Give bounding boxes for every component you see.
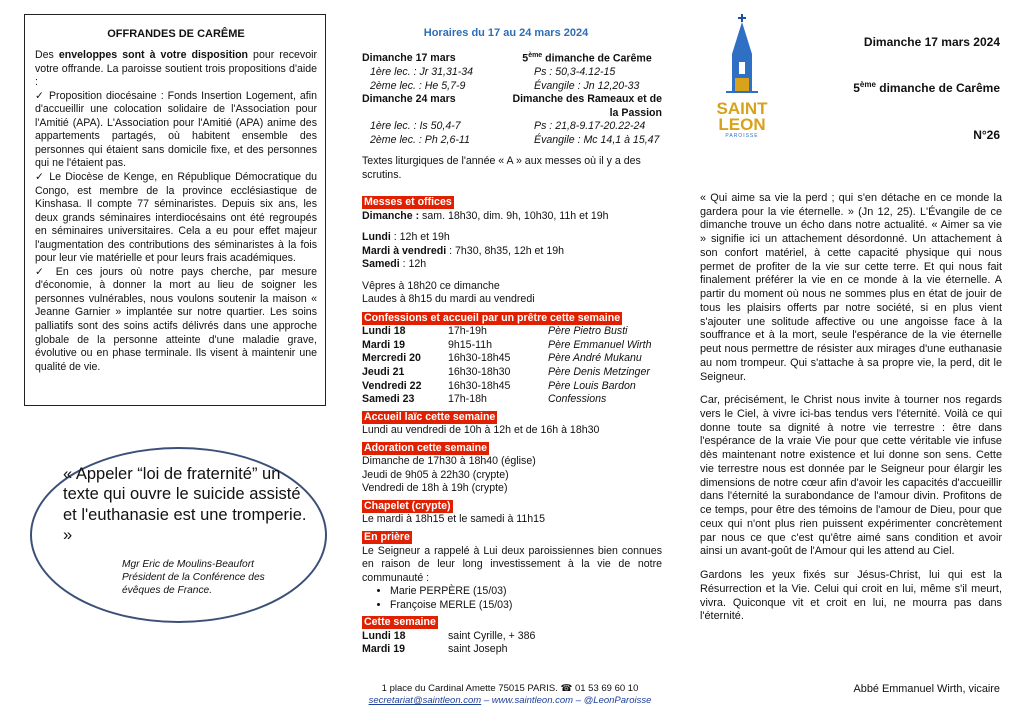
section-heading: Cette semaine xyxy=(364,616,436,629)
adoration-line: Jeudi de 9h05 à 22h30 (crypte) xyxy=(362,468,509,481)
vepres: Vêpres à 18h20 ce dimanche xyxy=(362,279,500,292)
psalm: Ps : 21,8-9.17-20.22-24 xyxy=(534,120,646,133)
adoration-line: Dimanche de 17h30 à 18h40 (église) xyxy=(362,455,536,468)
lectures-block xyxy=(362,52,662,182)
offrandes-item: ✓ Le Diocèse de Kenge, en République Démocratique du Congo, est membre de la province ecclésiastique de Kinshasa. Il compte 77 séminaristes. Depuis six ans, les deux grands séminaires interdiocésains ont été regroupés en séminaires universitaires. Cela a eu pour effet majeur l'augmentation des contributions des séminaristes à la fois pour leur vie matérielle et pour leurs frais académiques. xyxy=(35,171,317,265)
paragraph: « Qui aime sa vie la perd ; qui s'en détache en ce monde la gardera pour la vie éternelle. » (Jn 12, 25). L'Évangile de ce dimanche trouve un écho dans notre actualité. « Aimer sa vie » signifie ici un attachement désordonné. Un attachement à son confort matériel, à cette capacité physique qui nous permet de profiter de la vie sur cette terre. Et qui nous fait finalement préférer la vie en ce monde à la vie éternelle. A partir du moment où nous ne sommes plus en état de jouir de tous les plaisirs offerts par notre société, si en plus vient s'ajouter une solitude affective ou une angoisse face à la souffrance et à la mort, seule l'espérance de la vie éternelle peut nous permettre de résister aux mirages d'une euthanasie au nom trompeur. Qui s'attache à sa propre vie, la perd, dit le Seigneur. xyxy=(700,192,1002,383)
signature: Abbé Emmanuel Wirth, vicaire xyxy=(853,683,1000,695)
email-link[interactable]: secretariat@saintleon.com xyxy=(368,695,482,707)
priere-text: Le Seigneur a rappelé à Lui deux paroissiennes bien connues en raison de leur long investissement à la vie de notre communauté : xyxy=(362,544,662,584)
mass-saturday: Samedi : 12h xyxy=(362,258,427,271)
offrandes-item: ✓ Proposition diocésaine : Fonds Insertion Logement, afin d'accueillir une colocation solidaire de l'Association pour l'Amitié (APA). L'Association pour l'Amitié (APA) anime des appartements partagés, où habitent ensemble des personnes qui étaient sans domicile fixe, et des personnes qui ne l'étaient pas. xyxy=(35,89,317,170)
sunday-17-label: Dimanche 17 mars xyxy=(362,52,456,64)
issue-number: N°26 xyxy=(973,128,1000,142)
offrandes-title: OFFRANDES DE CARÊME xyxy=(107,28,245,40)
mass-weekday: Mardi à vendredi : 7h30, 8h35, 12h et 19h xyxy=(362,244,564,257)
reading-2: 2ème lec. : Ph 2,6-11 xyxy=(370,133,470,146)
offrandes-intro: Des enveloppes sont à votre disposition pour recevoir votre offrande. La paroisse soutient trois propositions d'aide : xyxy=(35,49,317,89)
logo-subtitle: PAROISSE xyxy=(725,132,759,139)
list-item: • Marie PERPÈRE (15/03) xyxy=(390,585,662,599)
quote-text: « Appeler “loi de fraternité” un texte qui ouvre le suicide assisté et l'euthanasie est une tromperie. » xyxy=(63,465,307,545)
paragraph: Car, précisément, le Christ nous invite à tourner nos regards vers le Ciel, à vivre ici-bas tendus vers l'éternité. Voilà ce qui donne toute sa dignité à notre vie terrestre : être dans l'espérance de la vraie Vie pour que cette véritable vie infuse dès maintenant notre existence et lui donne son sens. Cette vie terrestre nous est donnée par le Seigneur pour élargir les dimensions de notre cœur afin d'avoir les capacités d'accueillir dans l'éternité la surabondance de l'amour divin. Profitons de ce temps, pour être des témoins de l'amour de Dieu, pour que ceux qui n'ont plus rien puissent expérimenter concrètement par nous ce que c'est qu'être aimé sans condition et avoir ainsi un avant-goût de l'Amour qui les attend au Ciel. xyxy=(700,394,1002,558)
section-heading: Confessions et accueil par un prêtre cette semaine xyxy=(364,311,621,324)
reading-1: 1ère lec. : Jr 31,31-34 xyxy=(370,66,474,79)
reading-2: 2ème lec. : He 5,7-9 xyxy=(370,79,466,92)
parish-logo xyxy=(712,14,772,139)
footer-address: 1 place du Cardinal Amette 75015 PARIS. ☎ 01 53 69 60 10 xyxy=(381,683,639,694)
website-link[interactable]: www.saintleon.com xyxy=(491,695,574,707)
sunday-24-label: Dimanche 24 mars xyxy=(362,93,456,106)
paragraph: Gardons les yeux fixés sur Jésus-Christ, lui qui est la Résurrection et la Vie. Celui qui croit en lui, même s'il meurt, vivra. Quiconque vit et croit en lui, ne mourra pas dans l'éternité. xyxy=(700,569,1002,623)
schedule-block: Messes et offices Dimanche : sam. 18h30, dim. 9h, 10h30, 11h et 19h Lundi : 12h et 19h Mardi à vendredi : 7h30, 8h35, 12h et 19h Samedi : 12h Vêpres à 18h20 ce dimanche Laudes à 8h15 du mardi au vendredi Confessions et accueil par un prêtre cette semaine Lundi 18 17h-19h Père Pietro Busti Mardi 19 9h15-11h Père Emmanuel Wirth Mercredi 20 16h30-18h45 Père André Mukanu Jeudi 21 16h30-18h30 Père Denis Metzinger Vendredi 22 16h30-18h45 Père Louis Bardon Samedi 23 17h-18h Confessions Accueil laïc cette semaine Lundi au vendredi de 10h à 12h et de 16h à 18h30 Adoration cette semaine Dimanche de 17h30 à 18h40 (église) Jeudi de 9h05 à 22h30 (crypte) Vendredi de 18h à 19h (crypte) Chapelet (crypte) Le mardi à 18h15 et le samedi à 11h15 En prière Le Seigneur a rappelé à Lui deux paroissiennes bien connues en raison de leur long investissement à la vie de notre communauté : • Marie PERPÈRE (15/03) • Françoise MERLE (15/03) Cette semaine Lundi 18 saint Cyrille, + 386 Mardi 19 saint Joseph xyxy=(362,196,662,657)
sunday-17-title: 5ème dimanche de Carême xyxy=(522,52,652,65)
section-heading: Chapelet (crypte) xyxy=(364,499,451,512)
priere-list xyxy=(362,585,662,612)
logo-text: SAINT LEON xyxy=(716,98,768,134)
sunday-title: 5ème dimanche de Carême xyxy=(853,80,1000,95)
issue-date: Dimanche 17 mars 2024 xyxy=(863,35,1000,49)
reading-1: 1ère lec. : Is 50,4-7 xyxy=(370,120,461,133)
mass-monday: Lundi : 12h et 19h xyxy=(362,231,450,244)
chapelet-text: Le mardi à 18h15 et le samedi à 11h15 xyxy=(362,513,545,526)
mass-sunday: Dimanche : sam. 18h30, dim. 9h, 10h30, 11h et 19h xyxy=(362,209,609,222)
laudes: Laudes à 8h15 du mardi au vendredi xyxy=(362,293,535,306)
adoration-line: Vendredi de 18h à 19h (crypte) xyxy=(362,482,508,495)
section-heading: Adoration cette semaine xyxy=(364,441,488,454)
accueil-text: Lundi au vendredi de 10h à 12h et de 16h à 18h30 xyxy=(362,424,600,437)
list-item: • Françoise MERLE (15/03) xyxy=(390,599,662,613)
sunday-24-title: Dimanche des Rameaux et de la Passion xyxy=(512,93,662,119)
section-heading: Accueil laïc cette semaine xyxy=(364,410,496,423)
footer: 1 place du Cardinal Amette 75015 PARIS. ☎ 01 53 69 60 10 secretariat@saintleon.com – www.saintleon.com – @LeonParoisse xyxy=(340,683,680,707)
psalm: Ps : 50,3-4.12-15 xyxy=(534,66,616,79)
offrandes-box xyxy=(24,14,326,406)
horaires-title: Horaires du 17 au 24 mars 2024 xyxy=(423,27,589,39)
offrandes-item: ✓ En ces jours où notre pays cherche, par mesure d'économie, à donner la mort au lieu de soigner les personnes vulnérables, nous voulons soutenir la maison « Jeanne Garnier » implantée sur notre quartier. Les soins palliatifs sont des soins actifs délivrés dans une approche globale de la personne atteinte d'une maladie grave, évolutive ou en phase terminale. Ils visent à maintenir une qualité de vie. xyxy=(35,265,317,373)
quote-author: Mgr Eric de Moulins-Beaufort Président de la Conférence des évêques de France. xyxy=(122,559,265,597)
section-heading: Messes et offices xyxy=(364,196,452,208)
church-tower-icon xyxy=(712,14,772,96)
section-heading: En prière xyxy=(364,531,410,544)
gospel: Évangile : Mc 14,1 à 15,47 xyxy=(534,133,660,146)
gospel: Évangile : Jn 12,20-33 xyxy=(534,79,640,92)
textes-liturgiques: Textes liturgiques de l'année « A » aux messes où il y a des scrutins. xyxy=(362,155,641,181)
meditation-text xyxy=(700,192,1002,624)
social-link[interactable]: @LeonParoisse xyxy=(583,695,652,707)
